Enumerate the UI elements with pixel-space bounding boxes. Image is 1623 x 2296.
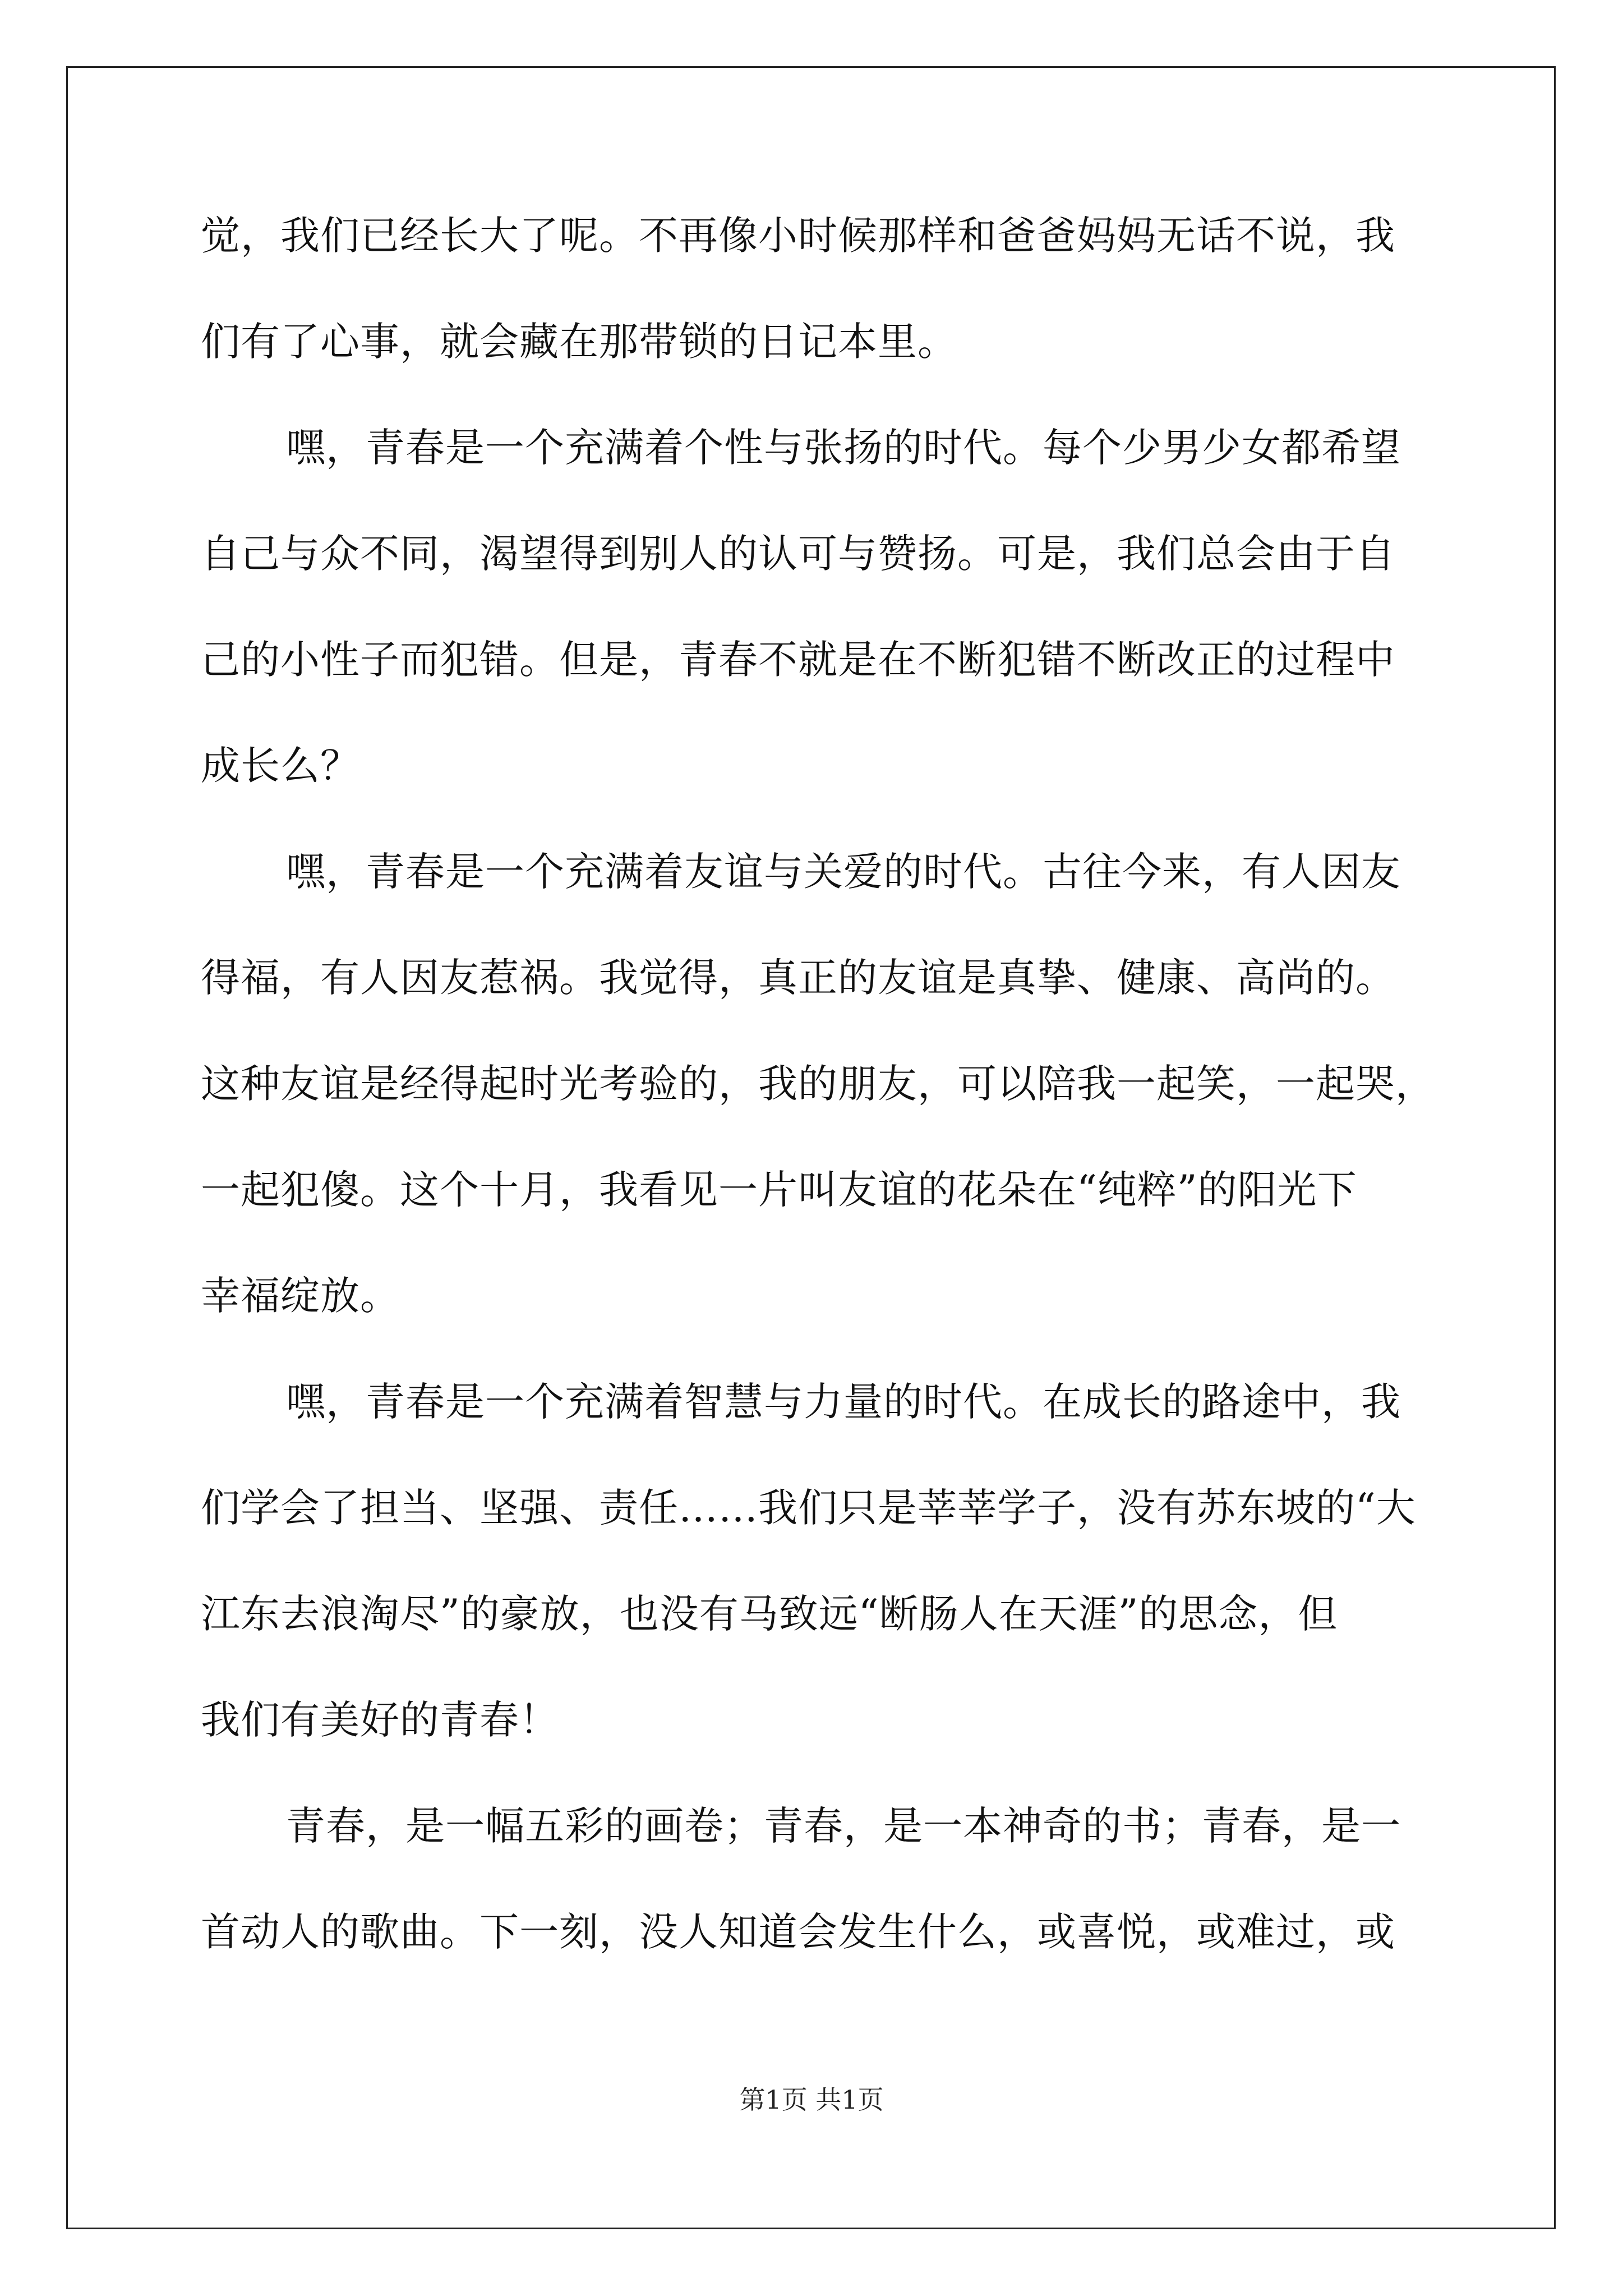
text-line: 们有了心事，就会藏在那带锁的日记本里。 [201, 319, 957, 365]
text-line: 首动人的歌曲。下一刻，没人知道会发生什么，或喜悦，或难过，或 [201, 1909, 1395, 1955]
text-line: 一起犯傻。这个十月，我看见一片叫友谊的花朵在“纯粹”的阳光下 [201, 1167, 1357, 1213]
text-line: 我们有美好的青春！ [201, 1697, 559, 1743]
paragraph-start-line: 嘿，青春是一个充满着智慧与力量的时代。在成长的路途中，我 [286, 1379, 1401, 1425]
paragraph-start-line: 青春，是一幅五彩的画卷；青春，是一本神奇的书；青春，是一 [286, 1803, 1401, 1849]
paragraph-start-line: 嘿，青春是一个充满着个性与张扬的时代。每个少男少女都希望 [286, 425, 1401, 471]
paragraph-start-line: 嘿，青春是一个充满着友谊与关爱的时代。古往今来，有人因友 [286, 849, 1401, 895]
text-line: 幸福绽放。 [201, 1273, 400, 1319]
text-line: 己的小性子而犯错。但是，青春不就是在不断犯错不断改正的过程中 [201, 637, 1395, 683]
page-number-footer: 第1页 共1页 [739, 2085, 884, 2115]
text-line: 得福，有人因友惹祸。我觉得，真正的友谊是真挚、健康、高尚的。 [201, 955, 1395, 1001]
text-line: 江东去浪淘尽”的豪放，也没有马致远“断肠人在天涯”的思念，但 [201, 1591, 1338, 1637]
text-line: 们学会了担当、坚强、责任……我们只是莘莘学子，没有苏东坡的“大 [201, 1485, 1416, 1531]
text-line: 成长么？ [201, 743, 360, 789]
text-line: 觉，我们已经长大了呢。不再像小时候那样和爸爸妈妈无话不说，我 [201, 213, 1395, 259]
document-body [201, 213, 1435, 2018]
text-line: 这种友谊是经得起时光考验的，我的朋友，可以陪我一起笑，一起哭， [201, 1061, 1435, 1107]
text-line: 自己与众不同，渴望得到别人的认可与赞扬。可是，我们总会由于自 [201, 531, 1395, 577]
